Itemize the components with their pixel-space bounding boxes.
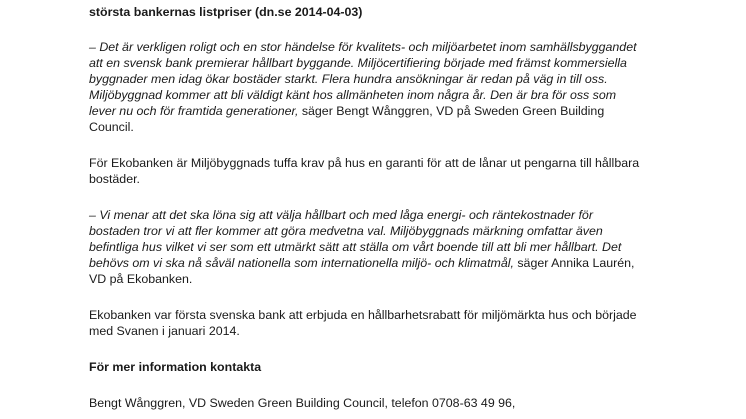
quote1-line-1: – Det är verkligen roligt och en stor händelse för kvalitets- och miljöarbetet inom samhällsbyggandet [89, 40, 637, 54]
quote1-continuation: Council. [89, 120, 134, 134]
para2-line-2: med Svanen i januari 2014. [89, 324, 240, 338]
quote1-attribution: säger Bengt Wånggren, VD på Sweden Green Building [298, 104, 605, 118]
para2-line-1: Ekobanken var första svenska bank att erbjuda en hållbarhetsrabatt för miljömärkta hus och började [89, 308, 637, 322]
quote2-italic-end: behövs om vi ska nå såväl nationella som internationella miljö- och klimatmål, [89, 256, 514, 270]
para1-line-1: För Ekobanken är Miljöbyggnads tuffa krav på hus en garanti för att de lånar ut pengarna till hållbara [89, 156, 640, 170]
quote1-line-2: att en svensk bank premierar hållbart byggande. Miljöcertifiering började med främst kommersiella [89, 56, 627, 70]
quote2-line-3: befintliga hus vilket vi ser som ett utmärkt sätt att ställa om vårt boende till att bli mer hållbart. Det [89, 240, 622, 254]
quote1-line-5 [89, 103, 604, 119]
quote2-line-1: – Vi menar att det ska löna sig att välja hållbart och med låga energi- och räntekostnader för [89, 208, 593, 222]
quote1-line-4: Miljöbyggnad kommer att bli väldigt känt hos allmänheten inom några år. Den är bra för oss som [89, 88, 617, 102]
quote2-continuation: VD på Ekobanken. [89, 272, 193, 286]
para1-line-2: bostäder. [89, 172, 140, 186]
contact-line: Bengt Wånggren, VD Sweden Green Building Council, telefon 0708-63 49 96, [89, 396, 516, 410]
quote1-line-3: byggnader men idag ökar bostäder starkt. Flera hundra ansökningar är redan på väg in till oss. [89, 72, 608, 86]
contact-heading: För mer information kontakta [89, 360, 262, 374]
heading-tail: största bankernas listpriser (dn.se 2014-04-03) [89, 5, 363, 19]
quote2-line-2: bostaden tror vi att fler kommer att göra medvetna val. Miljöbyggnads märkning omfattar även [89, 224, 603, 238]
quote1-italic-end: lever nu och för framtida generationer, [89, 104, 299, 118]
quote2-attribution: säger Annika Laurén, [513, 256, 635, 270]
quote2-line-4 [89, 255, 634, 271]
